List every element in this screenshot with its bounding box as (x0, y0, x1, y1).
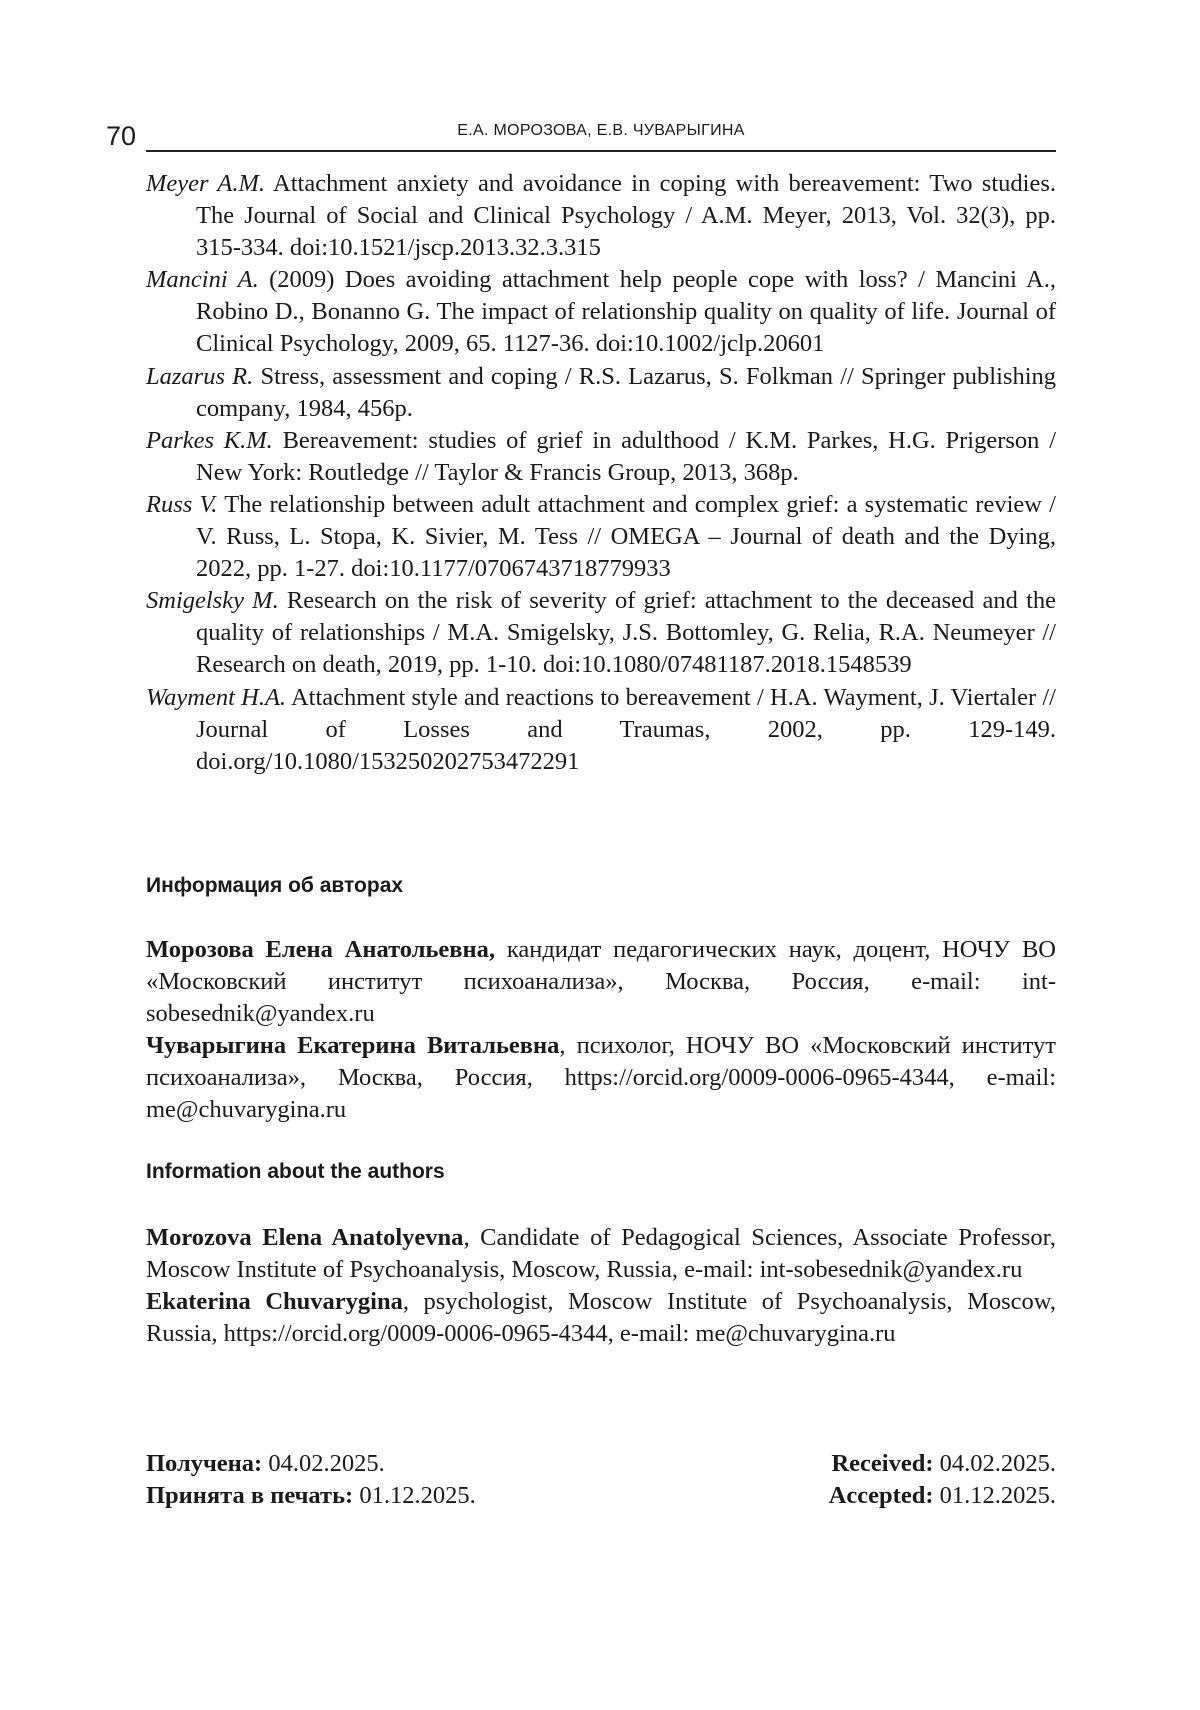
reference-item (146, 682, 1056, 778)
authors-ru-heading: Информация об авторах (146, 874, 404, 897)
author-entry (146, 934, 1056, 1030)
article-dates (146, 1448, 1056, 1512)
received-en-label: Received: (831, 1450, 934, 1477)
accepted-ru (146, 1480, 476, 1512)
reference-item (146, 361, 1056, 425)
received-ru (146, 1448, 385, 1480)
author-entry (146, 1286, 1056, 1350)
accepted-en-label: Accepted: (828, 1482, 934, 1510)
dates-row-received (146, 1448, 1056, 1480)
dates-row-accepted (146, 1480, 1056, 1512)
reference-text: Stress, assessment and coping / R.S. Lazarus, S. Folkman // Springer publishing company, 1984, 456p. (196, 362, 1056, 422)
received-ru-label: Получена: (146, 1450, 263, 1477)
reference-item (146, 264, 1056, 360)
reference-item (146, 585, 1056, 681)
reference-item (146, 168, 1056, 264)
author-name: Ekaterina Chuvarygina (146, 1288, 403, 1316)
reference-author: Wayment H.A. (146, 683, 287, 711)
accepted-ru-label: Принята в печать: (146, 1482, 354, 1510)
accepted-en-value: 01.12.2025. (933, 1482, 1056, 1510)
author-entry (146, 1030, 1056, 1126)
reference-item (146, 425, 1056, 489)
reference-item (146, 489, 1056, 585)
author-name: Morozova Elena Anatolyevna (146, 1224, 464, 1251)
accepted-ru-value: 01.12.2025. (353, 1482, 476, 1510)
received-en-value: 04.02.2025. (933, 1450, 1056, 1477)
author-entry (146, 1222, 1056, 1286)
reference-list (146, 168, 1056, 778)
received-ru-value: 04.02.2025. (262, 1450, 385, 1477)
reference-text: Attachment anxiety and avoidance in coping with bereavement: Two studies. The Journal of Social and Clinical Psychology / A.M. Meyer, 2013, Vol. 32(3), pp. 315-334. doi:10.1521/jscp.2013.32.3.315 (196, 170, 1056, 262)
reference-author: Meyer A.M. (146, 170, 266, 197)
reference-author: Russ V. (146, 490, 218, 518)
author-details: , psychologist, Moscow Institute of Psychoanalysis, Moscow, Russia, https://orcid.org/0009-0006-0965-4344, e-mail: me@chuvarygina.ru (146, 1288, 1056, 1348)
author-name: Чуварыгина Екатерина Витальевна (146, 1032, 560, 1060)
author-name: Морозова Елена Анатольевна, (146, 936, 496, 963)
reference-text: Bereavement: studies of grief in adulthood / K.M. Parkes, H.G. Prigerson / New York: Routledge // Taylor & Francis Group, 2013, 368p. (196, 426, 1056, 486)
reference-text: Attachment style and reactions to bereavement / H.A. Wayment, J. Viertaler // Journal of Losses and Traumas, 2002, pp. 129-149. doi.org/10.1080/153250202753472291 (196, 683, 1056, 775)
reference-author: Mancini A. (146, 266, 259, 294)
reference-text: Research on the risk of severity of grief: attachment to the deceased and the quality of relationships / M.A. Smigelsky, J.S. Bottomley, G. Relia, R.A. Neumeyer // Research on death, 2019, pp. 1-10. doi:10.1080/07481187.2018.1548539 (196, 587, 1057, 679)
authors-en-heading: Information about the authors (146, 1160, 445, 1183)
reference-text: The relationship between adult attachment and complex grief: a systematic review / V. Russ, L. Stopa, K. Sivier, M. Tess // OMEGA – Journal of death and the Dying, 2022, pp. 1-27. doi:10.1177/0706743718779933 (196, 490, 1056, 583)
page-number: 70 (106, 121, 137, 151)
received-en (831, 1448, 1056, 1480)
authors-ru-block (146, 934, 1056, 1127)
authors-en-block (146, 1222, 1056, 1350)
reference-text: (2009) Does avoiding attachment help people cope with loss? / Mancini A., Robino D., Bonanno G. The impact of relationship quality on quality of life. Journal of Clinical Psychology, 2009, 65. 1127-36. doi:10.1002/jclp.20601 (196, 266, 1056, 358)
author-details: кандидат педагогических наук, доцент, НОЧУ ВО «Московский институт психоанализа», Москва, Россия, e-mail: int-sobesednik@yandex.ru (146, 936, 1056, 1028)
running-head: Е.А. МОРОЗОВА, Е.В. ЧУВАРЫГИНА (457, 122, 745, 139)
reference-author: Parkes K.M. (146, 426, 273, 454)
reference-author: Lazarus R. (146, 362, 254, 390)
author-details: , Candidate of Pedagogical Sciences, Associate Professor, Moscow Institute of Psychoanalysis, Moscow, Russia, e-mail: int-sobesednik@yandex.ru (146, 1224, 1056, 1284)
reference-author: Smigelsky M. (146, 587, 279, 615)
accepted-en (829, 1480, 1056, 1512)
header-rule (146, 150, 1056, 152)
author-details: , психолог, НОЧУ ВО «Московский институт психоанализа», Москва, Россия, https://orcid.org/0009-0006-0965-4344, e-mail: me@chuvarygina.ru (146, 1032, 1056, 1124)
